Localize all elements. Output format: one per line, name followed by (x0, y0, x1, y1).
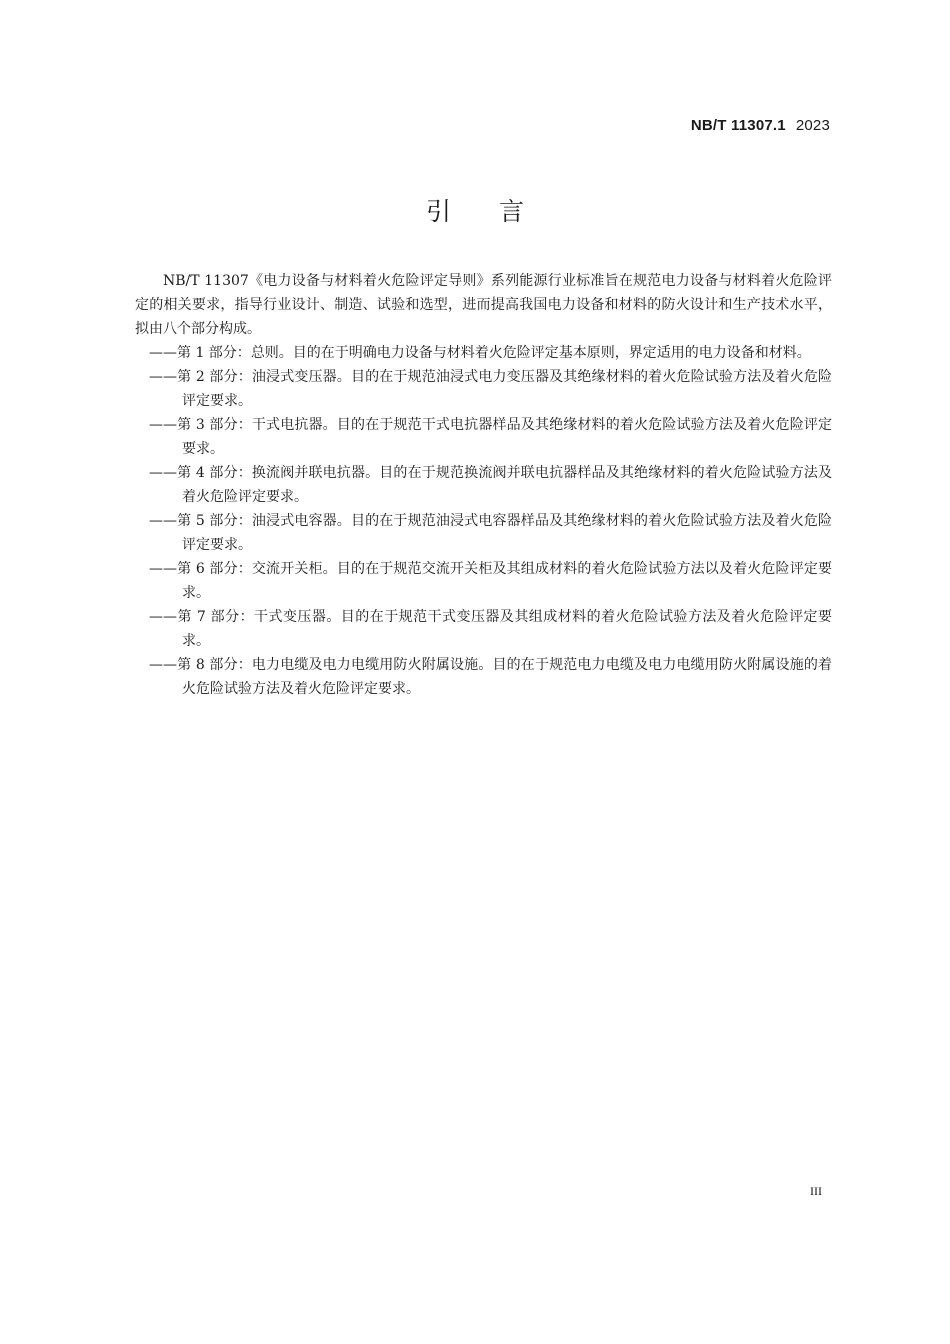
part-item-5 (135, 509, 832, 557)
part-prefix: ——第 6 部分： (149, 561, 252, 577)
part-text: 换流阀并联电抗器。目的在于规范换流阀并联电抗器样品及其绝缘材料的着火危险试验方法及着火危险评定要求。 (182, 465, 833, 505)
part-prefix: ——第 7 部分： (149, 609, 255, 625)
part-item-4 (135, 461, 832, 509)
part-item-7 (135, 605, 832, 653)
part-text: 油浸式变压器。目的在于规范油浸式电力变压器及其绝缘材料的着火危险试验方法及着火危险评定要求。 (182, 369, 833, 409)
document-header (691, 117, 830, 134)
page-title: 引言 (425, 197, 572, 226)
document-body (135, 269, 832, 701)
part-text: 油浸式电容器。目的在于规范油浸式电容器样品及其绝缘材料的着火危险试验方法及着火危险评定要求。 (182, 513, 833, 553)
part-prefix: ——第 5 部分： (149, 513, 252, 529)
part-text: 干式变压器。目的在于规范干式变压器及其组成材料的着火危险试验方法及着火危险评定要求。 (182, 609, 833, 649)
part-text: 交流开关柜。目的在于规范交流开关柜及其组成材料的着火危险试验方法以及着火危险评定要求。 (182, 561, 833, 601)
part-item-8 (135, 653, 832, 701)
standard-code: NB/T 11307.1 (690, 117, 786, 134)
part-item-2 (135, 365, 832, 413)
part-prefix: ——第 2 部分： (149, 369, 252, 385)
part-prefix: ——第 3 部分： (149, 417, 252, 433)
part-item-6 (135, 557, 832, 605)
parts-list (135, 341, 832, 701)
intro-paragraph: NB/T 11307《电力设备与材料着火危险评定导则》系列能源行业标准旨在规范电力设备与材料着火危险评定的相关要求，指导行业设计、制造、试验和选型，进而提高我国电力设备和材料的防火设计和生产技术水平，拟由八个部分构成。 (135, 273, 832, 337)
standard-year: 2023 (795, 117, 830, 134)
part-text: 总则。目的在于明确电力设备与材料着火危险评定基本原则，界定适用的电力设备和材料。 (250, 345, 811, 361)
part-prefix: ——第 8 部分： (149, 657, 252, 673)
part-text: 电力电缆及电力电缆用防火附属设施。目的在于规范电力电缆及电力电缆用防火附属设施的着火危险试验方法及着火危险评定要求。 (182, 657, 833, 697)
page-number: III (810, 1184, 822, 1198)
part-item-1 (135, 341, 832, 365)
part-prefix: ——第 1 部分： (149, 345, 251, 361)
part-item-3 (135, 413, 832, 461)
part-text: 干式电抗器。目的在于规范干式电抗器样品及其绝缘材料的着火危险试验方法及着火危险评定要求。 (182, 417, 833, 457)
part-prefix: ——第 4 部分： (149, 465, 252, 481)
